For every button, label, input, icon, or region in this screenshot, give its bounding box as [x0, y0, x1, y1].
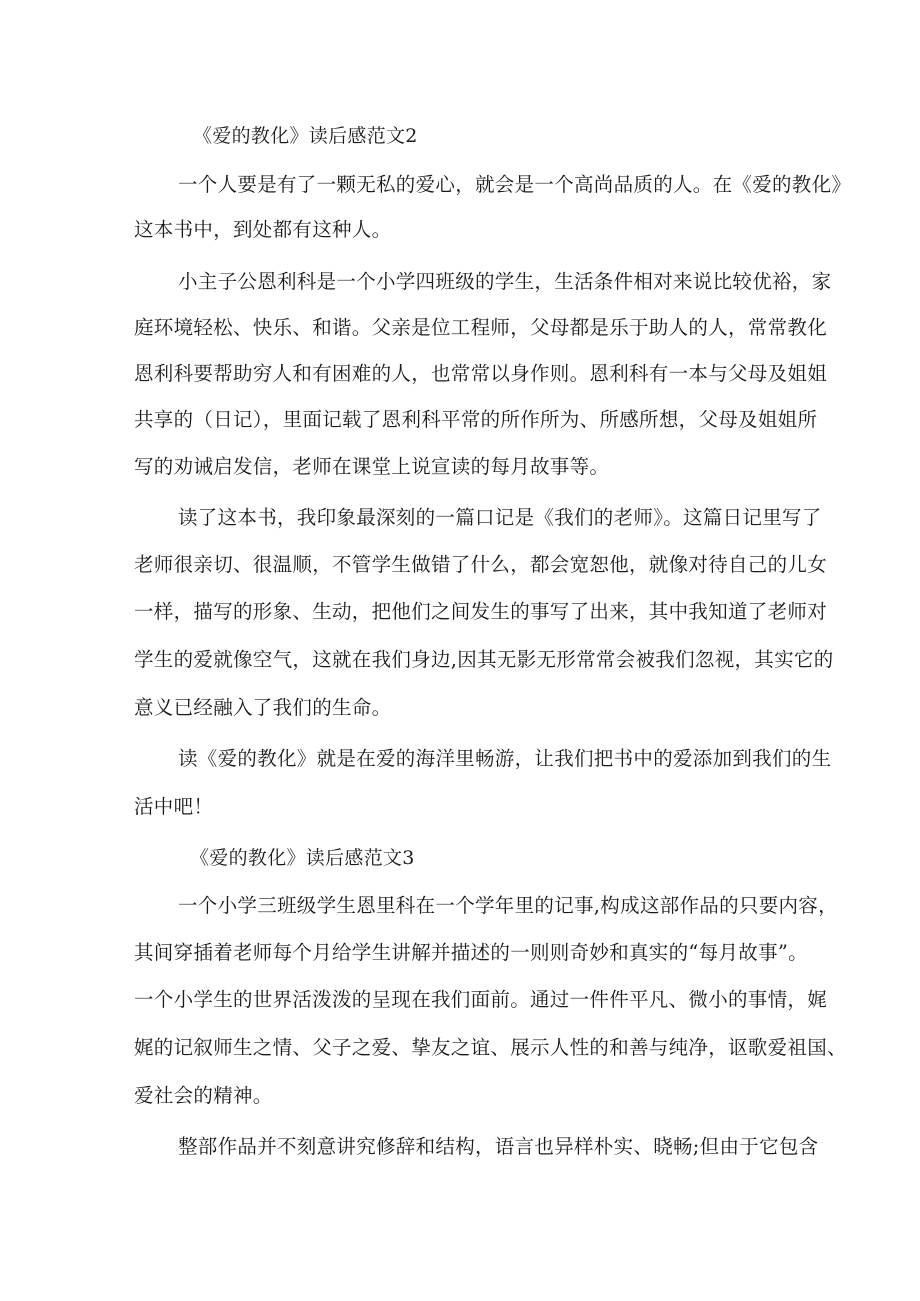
section-heading: 《爱的教化》读后感范文2: [193, 125, 418, 147]
paragraph-line: 一个小学三班级学生恩里科在一个学年里的记事,构成这部作品的只要内容，: [178, 894, 838, 917]
paragraph-line: 一样，描写的形象、生动，把他们之间发生的事写了出来，其中我知道了老师对: [134, 600, 828, 623]
paragraph-line: 意义已经融入了我们的生命。: [134, 696, 392, 719]
paragraph-line: 爱社会的精神。: [134, 1084, 273, 1107]
section-heading: 《爱的教化》读后感范文3: [190, 847, 415, 869]
paragraph-line: 这本书中，到处都有这种人。: [134, 218, 392, 241]
paragraph-line: 娓的记叙师生之情、父子之爱、挚友之谊、展示人性的和善与纯净，讴歌爱祖国、: [134, 1036, 847, 1059]
paragraph-line: 庭环境轻松、快乐、和谐。父亲是位工程师，父母都是乐于助人的人，常常教化: [134, 316, 828, 339]
paragraph-line: 小主子公恩利科是一个小学四班级的学生，生活条件相对来说比较优裕，家: [178, 270, 832, 293]
paragraph-line: 学生的爱就像空气，这就在我们身边,因其无影无形常常会被我们忽视，其实它的: [134, 648, 834, 671]
paragraph-line: 恩利科要帮助穷人和有困难的人，也常常以身作则。恩利科有一本与父母及姐姐: [134, 362, 828, 385]
paragraph-line: 读了这本书，我印象最深刻的一篇口记是《我们的老师》。这篇日记里写了: [178, 506, 822, 529]
paragraph-line: 一个小学生的世界活泼泼的呈现在我们面前。通过一件件平凡、微小的事情，娓: [134, 988, 828, 1011]
paragraph-line: 老师很亲切、很温顺，不管学生做错了什么，都会宽恕他，就像对待自己的儿女: [134, 553, 828, 576]
paragraph-line: 其间穿插着老师每个月给学生讲解并描述的一则则奇妙和真实的“每月故事”。: [134, 941, 808, 964]
paragraph-line: 共享的（日记），里面记载了恩利科平常的所作所为、所感所想，父母及姐姐所: [134, 408, 818, 431]
paragraph-line: 读《爱的教化》就是在爱的海洋里畅游，让我们把书中的爱添加到我们的生: [178, 747, 832, 770]
paragraph-line: 写的劝诫启发信，老师在课堂上说宣读的每月故事等。: [134, 455, 610, 478]
paragraph-line: 活中吧！: [134, 795, 214, 818]
paragraph-line: 一个人要是有了一颗无私的爱心，就会是一个高尚品质的人。在《爱的教化》: [178, 173, 852, 196]
paragraph-line: 整部作品并不刻意讲究修辞和结构，语言也异样朴实、晓畅;但由于它包含: [178, 1135, 819, 1158]
